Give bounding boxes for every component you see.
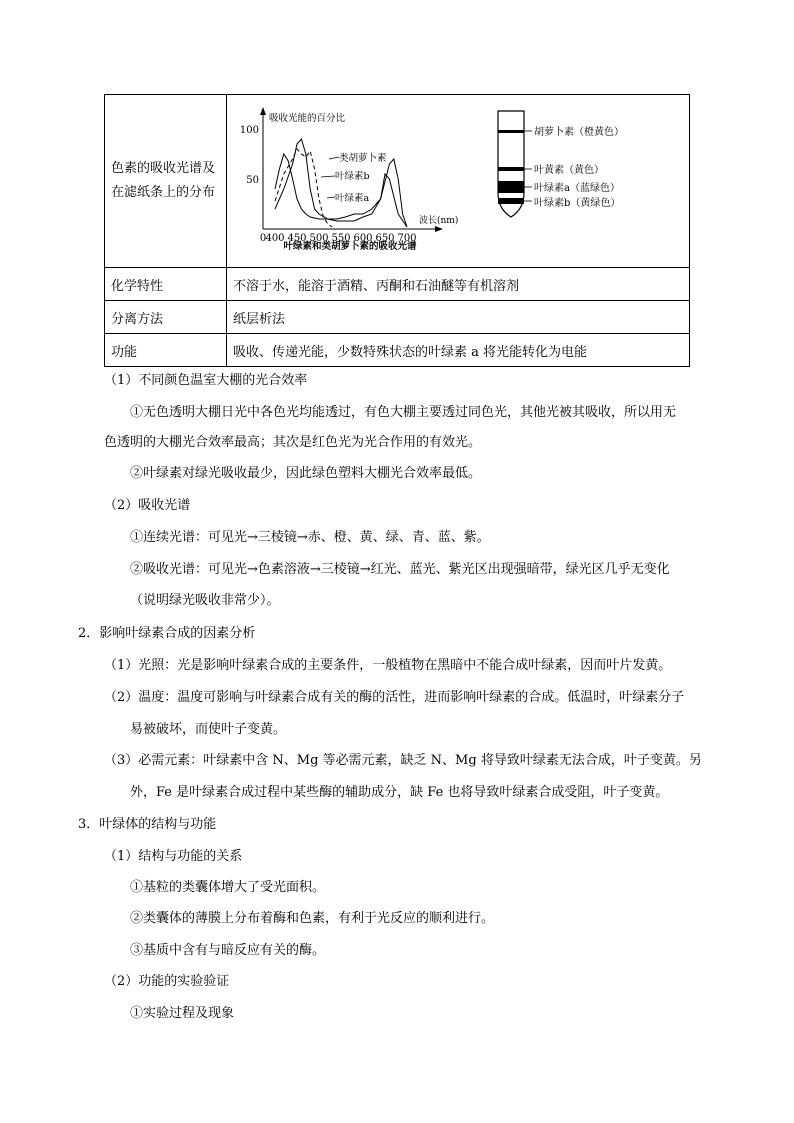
band-label: 叶绿素a（蓝绿色） xyxy=(534,183,620,194)
subheading: （2）吸收光谱 xyxy=(104,498,191,513)
pigment-table xyxy=(104,94,690,367)
paragraph-line: ②叶绿素对绿光吸收最少，因此绿色塑料大棚光合效率最低。 xyxy=(130,466,482,481)
section-heading: 2．影响叶绿素合成的因素分析 xyxy=(78,626,256,641)
paragraph-line: ①连续光谱：可见光→三棱镜→赤、橙、黄、绿、青、蓝、紫。 xyxy=(130,530,490,545)
chart-title: 叶绿素和类胡萝卜素的吸收光谱 xyxy=(283,241,417,252)
subheading: （2）功能的实验验证 xyxy=(104,974,230,989)
paragraph-line: （1）光照：光是影响叶绿素合成的主要条件，一般植物在黑暗中不能合成叶绿素，因而叶片发黄。 xyxy=(104,658,672,673)
x-tick-label: 600 xyxy=(353,233,373,244)
band-label: 胡萝卜素（橙黄色） xyxy=(534,127,624,138)
series-label: 叶绿素a xyxy=(335,193,370,204)
leader-line xyxy=(321,176,335,177)
y-tick-label: 100 xyxy=(239,125,259,136)
row-label: 分离方法 xyxy=(105,301,227,334)
paragraph-line: ②类囊体的薄膜上分布着酶和色素，有利于光反应的顺利进行。 xyxy=(130,911,495,926)
row-value: 纸层析法 xyxy=(227,301,690,334)
subheading: （1）不同颜色温室大棚的光合效率 xyxy=(104,373,308,388)
carotene-band xyxy=(498,130,524,133)
absorption-figure xyxy=(235,101,689,261)
paragraph-line: 易被破坏，而使叶子变黄。 xyxy=(130,722,287,737)
x-tick-label: 550 xyxy=(331,233,351,244)
row-value: 吸收、传递光能，少数特殊状态的叶绿素 a 将光能转化为电能 xyxy=(227,334,690,367)
chlorophyll-b-band xyxy=(498,198,524,204)
row-label xyxy=(105,95,227,268)
paragraph-line: （3）必需元素：叶绿素中含 N、Mg 等必需元素，缺乏 N、Mg 将导致叶绿素无法合成，叶子变黄。另 xyxy=(104,753,702,768)
paragraph-line: ①基粒的类囊体增大了受光面积。 xyxy=(130,880,326,895)
chlorophyll-a-band xyxy=(498,181,524,193)
leader-line xyxy=(329,157,339,159)
paragraph-line: ②吸收光谱：可见光→色素溶液→三棱镜→红光、蓝光、紫光区出现强暗带，绿光区几乎无变化 xyxy=(130,562,670,577)
x-axis-label: 波长(nm) xyxy=(419,216,459,226)
row-value: 不溶于水，能溶于酒精、丙酮和石油醚等有机溶剂 xyxy=(227,268,690,301)
x-tick-label: 450 xyxy=(287,233,307,244)
table-row xyxy=(105,95,690,268)
x-tick-label: 0 xyxy=(259,233,267,244)
paragraph-line: 色透明的大棚光合效率最高；其次是红色光为光合作用的有效光。 xyxy=(104,435,482,450)
paragraph-line: ③基质中含有与暗反应有关的酶。 xyxy=(130,943,326,958)
x-tick-label: 500 xyxy=(309,233,329,244)
series-label: 叶绿素b xyxy=(335,171,370,182)
table-row xyxy=(105,268,690,301)
table-row xyxy=(105,301,690,334)
paragraph-line: 外，Fe 是叶绿素合成过程中某些酶的辅助成分，缺 Fe 也将导致叶绿素合成受阻，叶子变黄。 xyxy=(130,785,669,800)
x-tick-label: 700 xyxy=(397,233,417,244)
paragraph-line: （2）温度：温度可影响与叶绿素合成有关的酶的活性，进而影响叶绿素的合成。低温时，叶绿素分子 xyxy=(104,690,685,705)
x-tick-label: 400 xyxy=(265,233,285,244)
row-label: 功能 xyxy=(105,334,227,367)
paragraph-line: ①无色透明大棚日光中各色光均能透过，有色大棚主要透过同色光，其他光被其吸收，所以用无 xyxy=(130,405,677,420)
figure-cell xyxy=(227,95,690,268)
section-heading: 3．叶绿体的结构与功能 xyxy=(78,817,217,832)
y-axis-arrow xyxy=(260,107,266,115)
y-tick-label: 50 xyxy=(246,175,259,186)
paragraph-line: ①实验过程及现象 xyxy=(130,1006,235,1021)
label-line: 在滤纸条上的分布 xyxy=(111,185,216,200)
band-label: 叶绿素b（黄绿色） xyxy=(534,198,621,209)
subheading: （1）结构与功能的关系 xyxy=(104,849,243,864)
band-label: 叶黄素（黄色） xyxy=(534,165,604,176)
paragraph-line: （说明绿光吸收非常少）。 xyxy=(130,593,280,608)
x-tick-label: 650 xyxy=(375,233,395,244)
y-axis-label: 吸收光能的百分比 xyxy=(269,113,346,124)
leader-line xyxy=(327,197,335,198)
carotenoid-curve xyxy=(275,149,332,227)
table-row xyxy=(105,334,690,367)
series-label: 类胡萝卜素 xyxy=(339,153,387,164)
x-axis-arrow xyxy=(435,226,443,232)
chlorophyll-a-curve xyxy=(275,154,407,227)
row-label: 化学特性 xyxy=(105,268,227,301)
xanthophyll-band xyxy=(498,167,524,171)
label-line: 色素的吸收光谱及 xyxy=(111,161,216,176)
